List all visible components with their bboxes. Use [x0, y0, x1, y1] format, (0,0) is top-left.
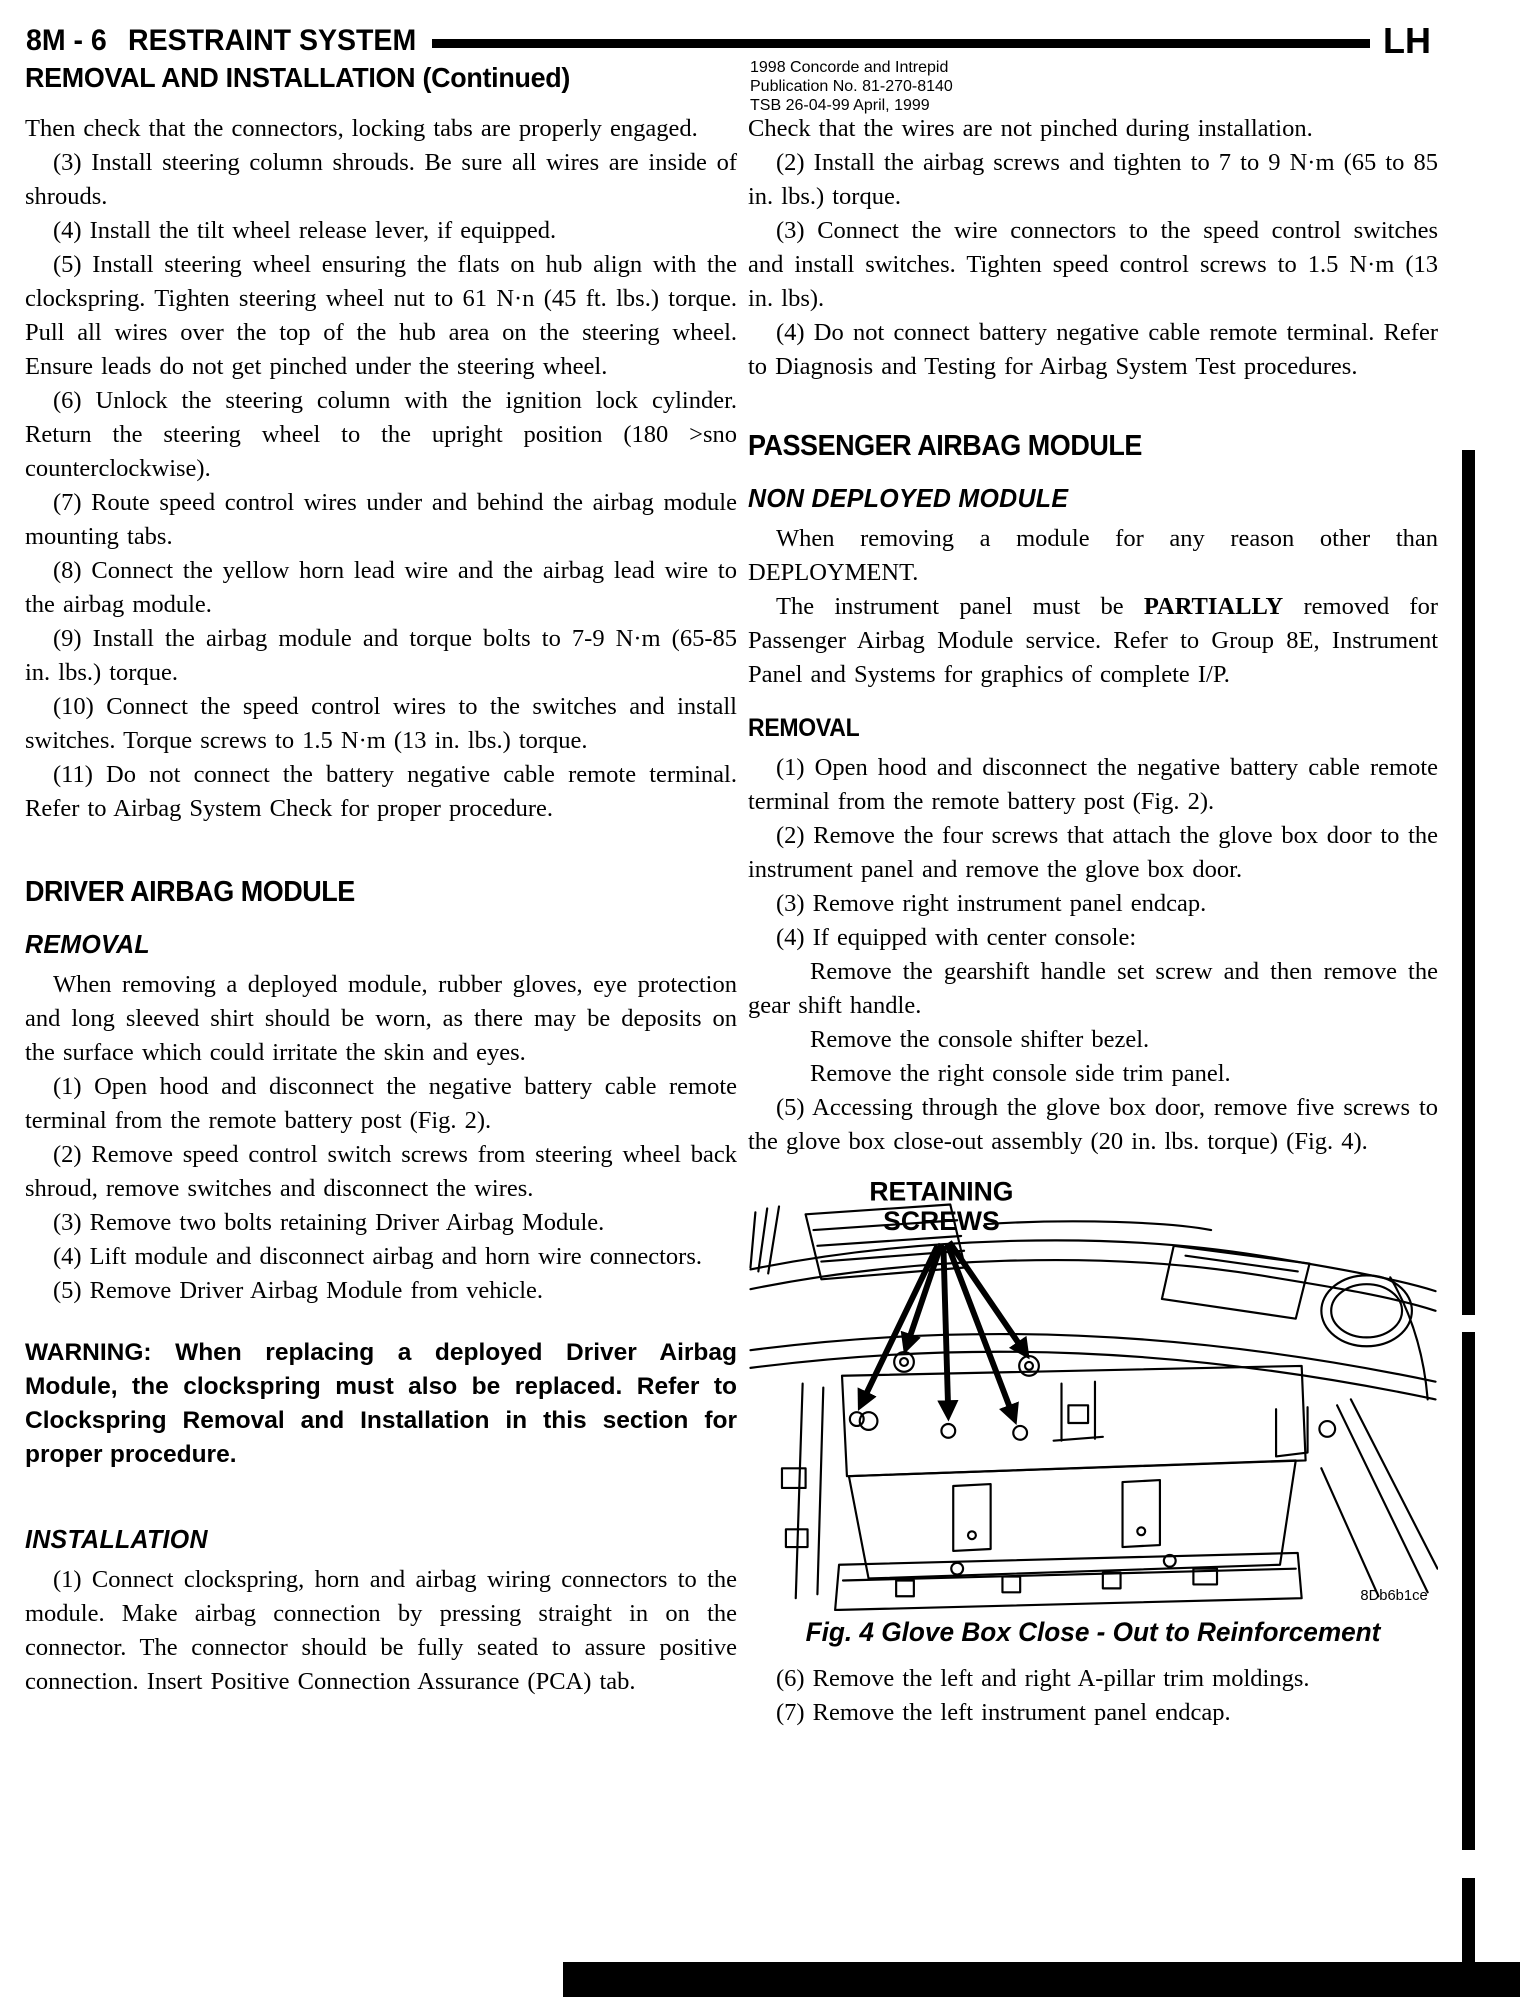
- procedure-step: (4) If equipped with center console:: [776, 924, 1137, 951]
- paragraph-text: removed for Passenger Airbag Module service. Refer to Group 8E, Instrument Panel and Systems for graphics of complete I/P.: [748, 593, 1438, 688]
- right-column: [748, 112, 1438, 1730]
- figure-4: [748, 1173, 1438, 1648]
- retaining-screws-label-line2: SCREWS: [883, 1206, 1000, 1237]
- procedure-step: (7) Remove the left instrument panel endcap.: [776, 1699, 1231, 1726]
- passenger-airbag-module-heading: PASSENGER AIRBAG MODULE: [748, 430, 1142, 462]
- procedure-substep: Remove the right console side trim panel.: [810, 1060, 1231, 1087]
- procedure-step: (5) Remove Driver Airbag Module from vehicle.: [53, 1277, 544, 1304]
- paragraph-text: The instrument panel must be: [776, 593, 1144, 620]
- procedure-step: Then check that the connectors, locking tabs are properly engaged.: [25, 115, 698, 142]
- installation-subheading: INSTALLATION: [25, 1524, 208, 1554]
- removal-subheading: REMOVAL: [748, 714, 860, 742]
- removal-subheading: REMOVAL: [25, 929, 150, 959]
- procedure-step: (3) Remove two bolts retaining Driver Airbag Module.: [53, 1209, 605, 1236]
- procedure-step: (3) Install steering column shrouds. Be sure all wires are inside of shrouds.: [25, 149, 737, 210]
- non-deployed-module-subheading: NON DEPLOYED MODULE: [748, 483, 1069, 513]
- header-rule: [432, 39, 1370, 48]
- change-bar: [1462, 1878, 1475, 1963]
- procedure-paragraph: When removing a deployed module, rubber gloves, eye protection and long sleeved shirt should be worn, as there may be deposits on the surface which could irritate the skin and eyes.: [25, 971, 737, 1066]
- left-column: [25, 112, 737, 1699]
- publication-tsb-date: TSB 26-04-99 April, 1999: [750, 97, 930, 114]
- procedure-step: (4) Do not connect battery negative cable remote terminal. Refer to Diagnosis and Testing for Airbag System Test procedures.: [748, 319, 1438, 380]
- procedure-step: (6) Unlock the steering column with the ignition lock cylinder. Return the steering wheel to the upright position (180 >sno counterclockwise).: [25, 387, 737, 482]
- procedure-substep: Remove the gearshift handle set screw and then remove the gear shift handle.: [748, 958, 1438, 1019]
- bottom-scan-band: [563, 1962, 1520, 1997]
- retaining-screws-label-line1: RETAINING: [869, 1176, 1014, 1207]
- procedure-step: (2) Install the airbag screws and tighten to 7 to 9 N·m (65 to 85 in. lbs.) torque.: [748, 149, 1438, 210]
- procedure-step: (3) Connect the wire connectors to the speed control switches and install switches. Tighten speed control screws to 1.5 N·m (13 in. lbs).: [748, 217, 1438, 312]
- procedure-step: (6) Remove the left and right A-pillar trim moldings.: [776, 1665, 1310, 1692]
- procedure-step: (4) Install the tilt wheel release lever, if equipped.: [53, 217, 557, 244]
- procedure-step: (4) Lift module and disconnect airbag and horn wire connectors.: [53, 1243, 702, 1270]
- page-side-label: LH: [1383, 20, 1431, 61]
- emphasis-partially: PARTIALLY: [1143, 593, 1284, 620]
- publication-info: [750, 58, 953, 115]
- procedure-step: (9) Install the airbag module and torque bolts to 7-9 N·m (65-85 in. lbs.) torque.: [25, 625, 737, 686]
- procedure-step: (7) Route speed control wires under and behind the airbag module mounting tabs.: [25, 489, 737, 550]
- figure-code: 8Db6b1ce: [1360, 1588, 1428, 1605]
- figure-caption: Fig. 4 Glove Box Close - Out to Reinforcement: [805, 1617, 1381, 1647]
- procedure-step: (1) Open hood and disconnect the negative battery cable remote terminal from the remote battery post (Fig. 2).: [25, 1073, 737, 1134]
- procedure-step: Check that the wires are not pinched during installation.: [748, 115, 1313, 142]
- procedure-substep: Remove the console shifter bezel.: [810, 1026, 1150, 1053]
- procedure-step: (5) Accessing through the glove box door, remove five screws to the glove box close-out assembly (20 in. lbs. torque) (Fig. 4).: [748, 1094, 1438, 1155]
- procedure-paragraph: When removing a module for any reason other than DEPLOYMENT.: [748, 525, 1438, 586]
- procedure-step: (1) Open hood and disconnect the negative battery cable remote terminal from the remote battery post (Fig. 2).: [748, 754, 1438, 815]
- procedure-step: (5) Install steering wheel ensuring the flats on hub align with the clockspring. Tighten steering wheel nut to 61 N·n (45 ft. lbs.) torque. Pull all wires over the top of the hub area on the steering wheel. Ensure leads do not get pinched under the steering wheel.: [25, 251, 737, 380]
- procedure-paragraph: [748, 590, 1438, 692]
- change-bar: [1462, 450, 1475, 1315]
- publication-vehicle: 1998 Concorde and Intrepid: [750, 59, 949, 76]
- change-bar: [1462, 1332, 1475, 1850]
- page-section-title: RESTRAINT SYSTEM: [128, 24, 417, 57]
- procedure-step: (10) Connect the speed control wires to the switches and install switches. Torque screws to 1.5 N·m (13 in. lbs.) torque.: [25, 693, 737, 754]
- warning-note: WARNING: When replacing a deployed Driver Airbag Module, the clockspring must also be replaced. Refer to Clockspring Removal and Installation in this section for proper procedure.: [25, 1339, 737, 1468]
- procedure-step: (3) Remove right instrument panel endcap.: [776, 890, 1207, 917]
- procedure-step: (11) Do not connect the battery negative cable remote terminal. Refer to Airbag System Check for proper procedure.: [25, 761, 737, 822]
- procedure-step: (2) Remove speed control switch screws from steering wheel back shroud, remove switches and disconnect the wires.: [25, 1141, 737, 1202]
- procedure-step: (1) Connect clockspring, horn and airbag wiring connectors to the module. Make airbag connection by pressing straight in on the connector. The connector should be fully seated to assure positive connection. Insert Positive Connection Assurance (PCA) tab.: [25, 1566, 737, 1695]
- driver-airbag-module-heading: DRIVER AIRBAG MODULE: [25, 876, 355, 908]
- publication-number: Publication No. 81-270-8140: [750, 78, 953, 95]
- glove-box-line-drawing: [748, 1173, 1438, 1611]
- continued-section-heading: REMOVAL AND INSTALLATION (Continued): [25, 62, 571, 93]
- page-section-code: 8M - 6: [26, 24, 107, 57]
- procedure-step: (2) Remove the four screws that attach the glove box door to the instrument panel and remove the glove box door.: [748, 822, 1438, 883]
- procedure-step: (8) Connect the yellow horn lead wire and the airbag lead wire to the airbag module.: [25, 557, 737, 618]
